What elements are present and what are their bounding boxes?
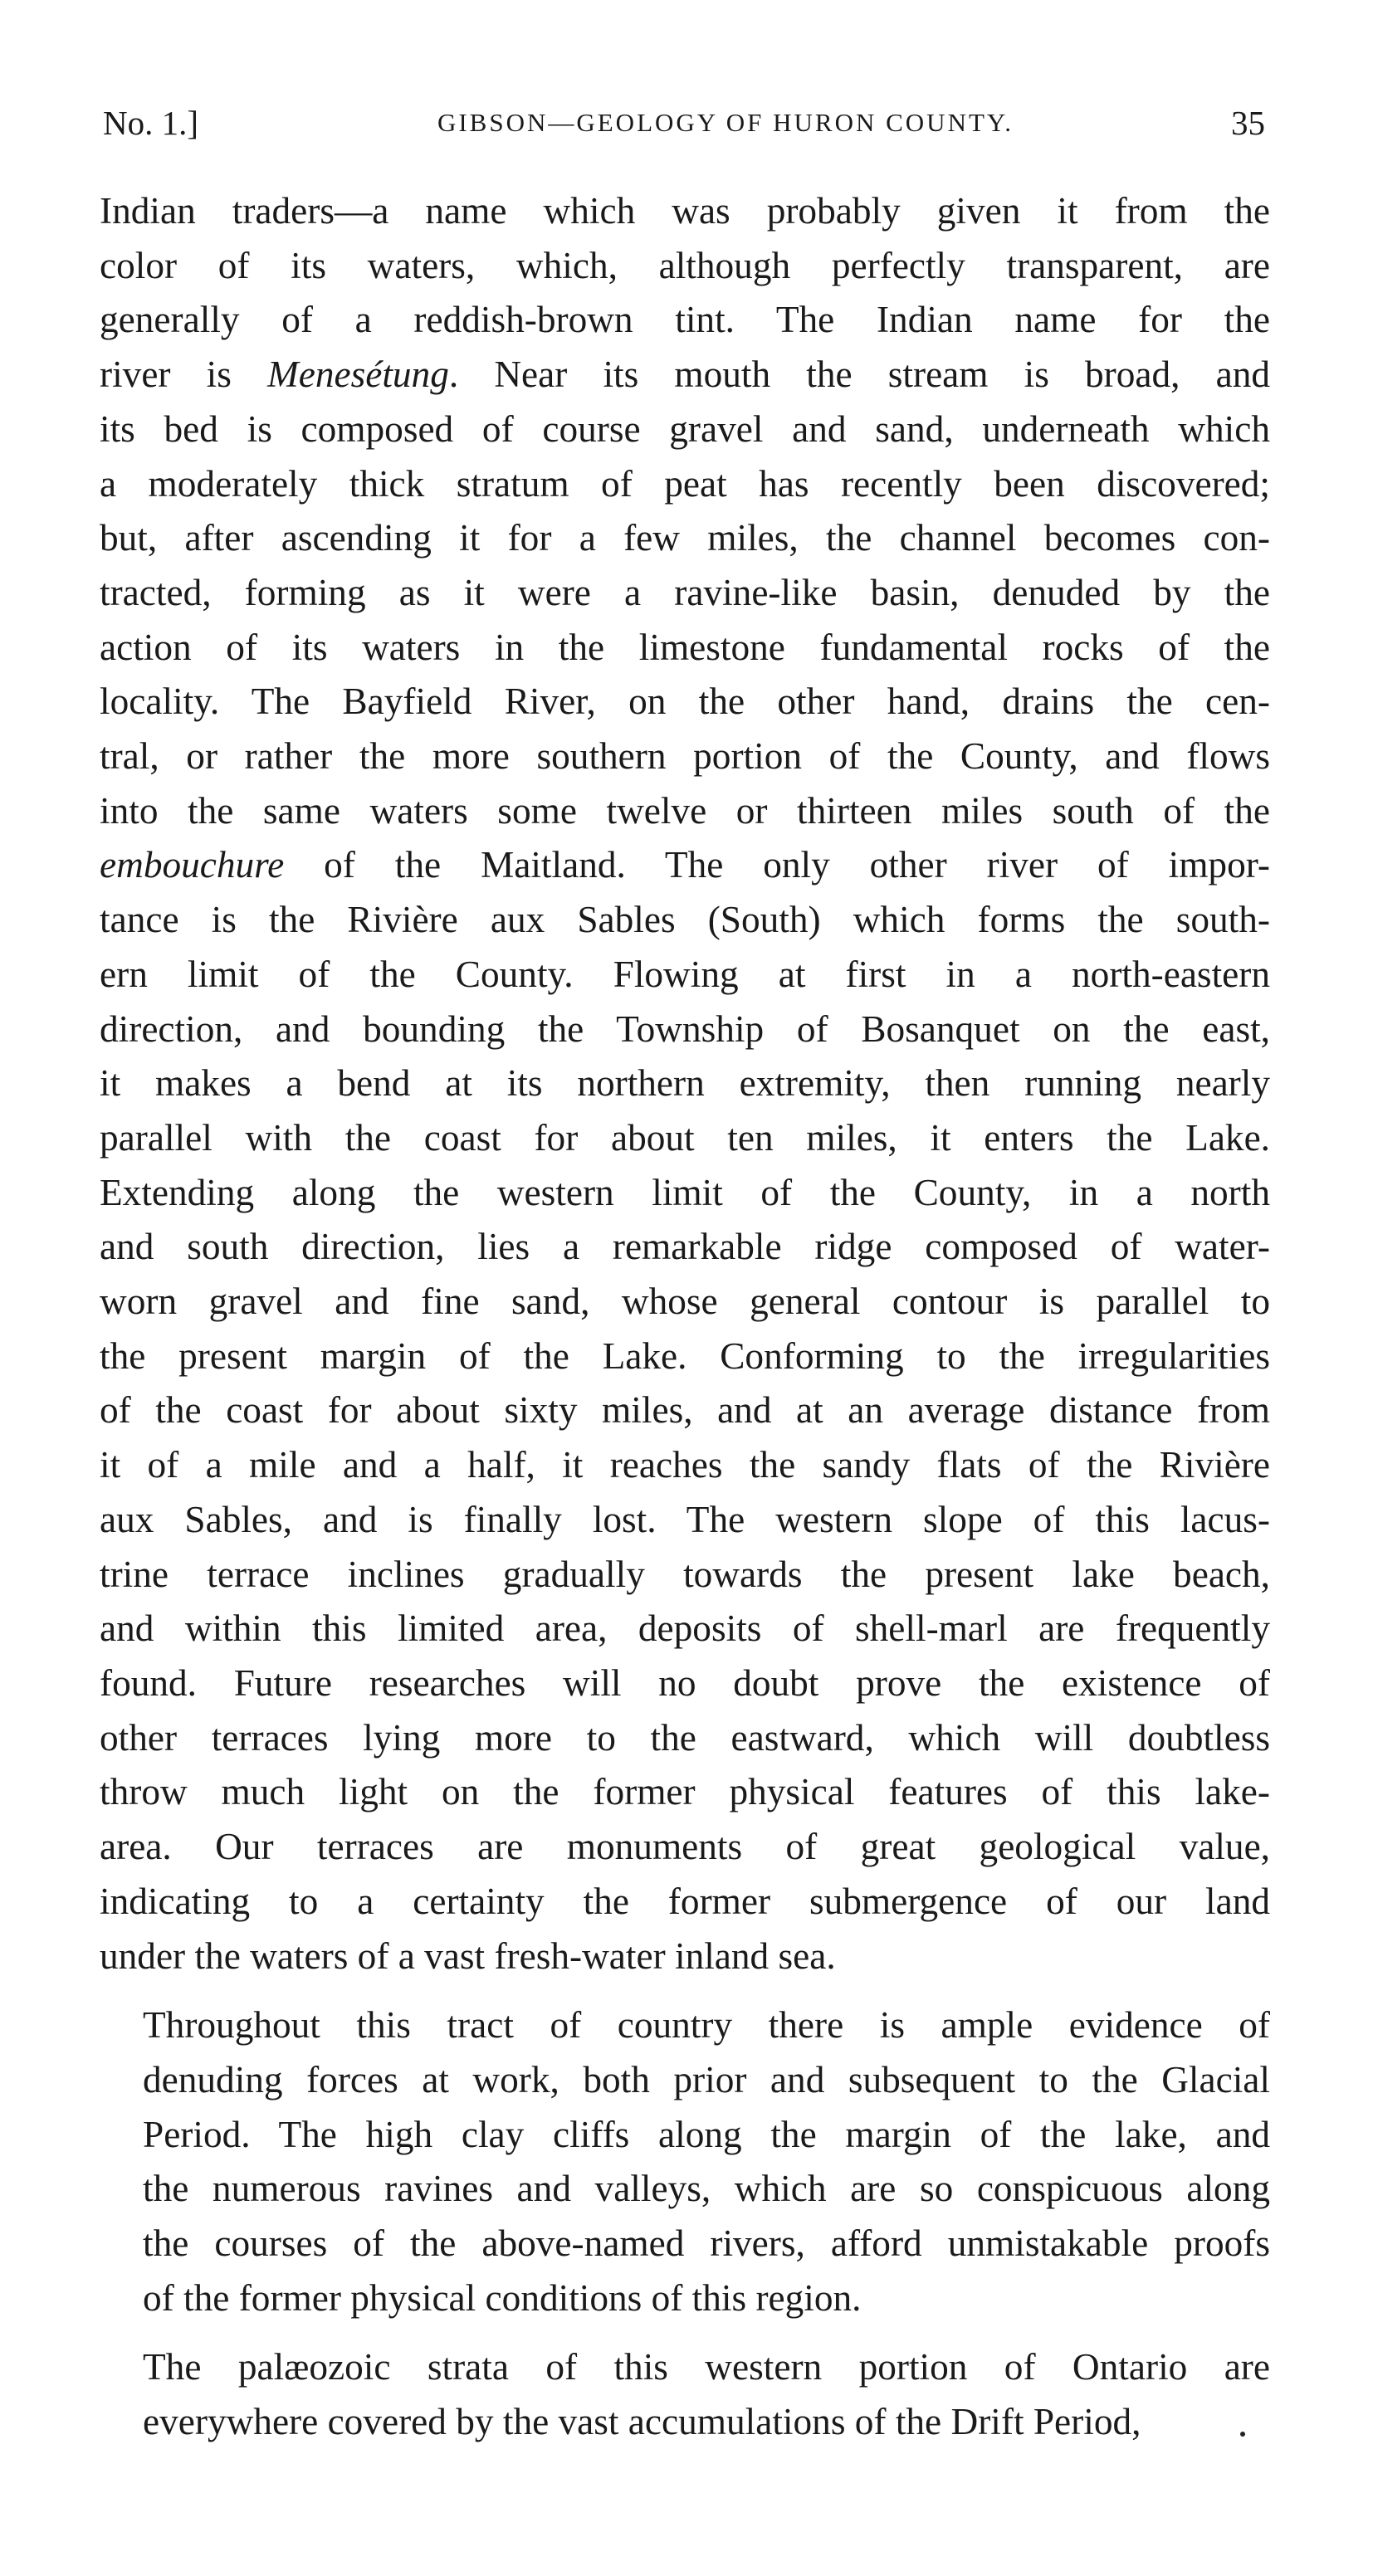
text-line: under the waters of a vast fresh-water inland sea. (100, 1934, 836, 1977)
text-line: of the coast for about sixty miles, and at an average distance from (100, 1389, 1270, 1432)
text-line: tral, or rather the more southern portion of the County, and flows (100, 735, 1270, 778)
text-line: area. Our terraces are monuments of great geological value, (100, 1826, 1270, 1868)
text-line: throw much light on the former physical features of this lake- (100, 1771, 1270, 1813)
text-line: river is Menesétung. Near its mouth the stream is broad, and (100, 354, 1270, 396)
text-line: everywhere covered by the vast accumulations of the Drift Period, (143, 2401, 1141, 2443)
text-line: a moderately thick stratum of peat has recently been discovered; (100, 462, 1270, 505)
text-line: and south direction, lies a remarkable ridge composed of water- (100, 1226, 1270, 1268)
running-header (103, 98, 1265, 148)
text-line: but, after ascending it for a few miles, the channel becomes con- (100, 517, 1270, 559)
text-line: into the same waters some twelve or thirteen miles south of the (100, 789, 1270, 832)
paragraph-3 (100, 2340, 1270, 2449)
paragraph-2 (100, 1998, 1270, 2325)
text-line: Throughout this tract of country there is ample evidence of (143, 2004, 1270, 2047)
text-line: the present margin of the Lake. Conforming to the irregularities (100, 1334, 1270, 1377)
text-line: and within this limited area, deposits of shell-marl are frequently (100, 1608, 1270, 1650)
text-line: of the former physical conditions of this region. (143, 2276, 862, 2319)
page-number: 35 (1231, 104, 1265, 142)
text-line: aux Sables, and is finally lost. The western slope of this lacus- (100, 1498, 1270, 1540)
text-line: action of its waters in the limestone fundamental rocks of the (100, 626, 1270, 668)
body-text (100, 184, 1270, 2450)
text-line: worn gravel and fine sand, whose general contour is parallel to (100, 1281, 1270, 1323)
text-line: color of its waters, which, although perfectly transparent, are (100, 244, 1270, 286)
issue-number: No. 1.] (103, 104, 199, 142)
text-line: Period. The high clay cliffs along the margin of the lake, and (143, 2113, 1270, 2155)
text-line: ern limit of the County. Flowing at first in a north-eastern (100, 953, 1270, 995)
text-line: tance is the Rivière aux Sables (South) which forms the south- (100, 899, 1270, 941)
text-line: its bed is composed of course gravel and sand, underneath which (100, 407, 1270, 450)
paragraph-1 (100, 184, 1270, 1983)
text-line: embouchure of the Maitland. The only other river of impor- (100, 844, 1270, 886)
text-line: the courses of the above-named rivers, afford unmistakable proofs (143, 2222, 1270, 2265)
text-line: tracted, forming as it were a ravine-like basin, denuded by the (100, 571, 1270, 613)
text-line: The palæozoic strata of this western portion of Ontario are (143, 2346, 1270, 2388)
text-line: found. Future researches will no doubt prove the existence of (100, 1661, 1270, 1704)
text-line: denuding forces at work, both prior and subsequent to the Glacial (143, 2058, 1270, 2100)
text-line: indicating to a certainty the former submergence of our land (100, 1880, 1270, 1922)
text-line: Indian traders—a name which was probably given it from the (100, 190, 1270, 232)
text-line: it makes a bend at its northern extremity, then running nearly (100, 1062, 1270, 1105)
text-line: Extending along the western limit of the County, in a north (100, 1171, 1270, 1213)
text-line: generally of a reddish-brown tint. The Indian name for the (100, 299, 1270, 341)
running-title: GIBSON—GEOLOGY OF HURON COUNTY. (437, 108, 1014, 137)
stray-mark (1240, 2432, 1245, 2437)
text-line: locality. The Bayfield River, on the other hand, drains the cen- (100, 681, 1270, 723)
text-line: the numerous ravines and valleys, which are so conspicuous along (143, 2168, 1270, 2210)
text-line: trine terrace inclines gradually towards the present lake beach, (100, 1553, 1270, 1595)
text-line: it of a mile and a half, it reaches the sandy flats of the Rivière (100, 1444, 1270, 1486)
text-line: other terraces lying more to the eastward, which will doubtless (100, 1716, 1270, 1759)
text-line: direction, and bounding the Township of Bosanquet on the east, (100, 1007, 1270, 1050)
text-line: parallel with the coast for about ten miles, it enters the Lake. (100, 1116, 1270, 1159)
